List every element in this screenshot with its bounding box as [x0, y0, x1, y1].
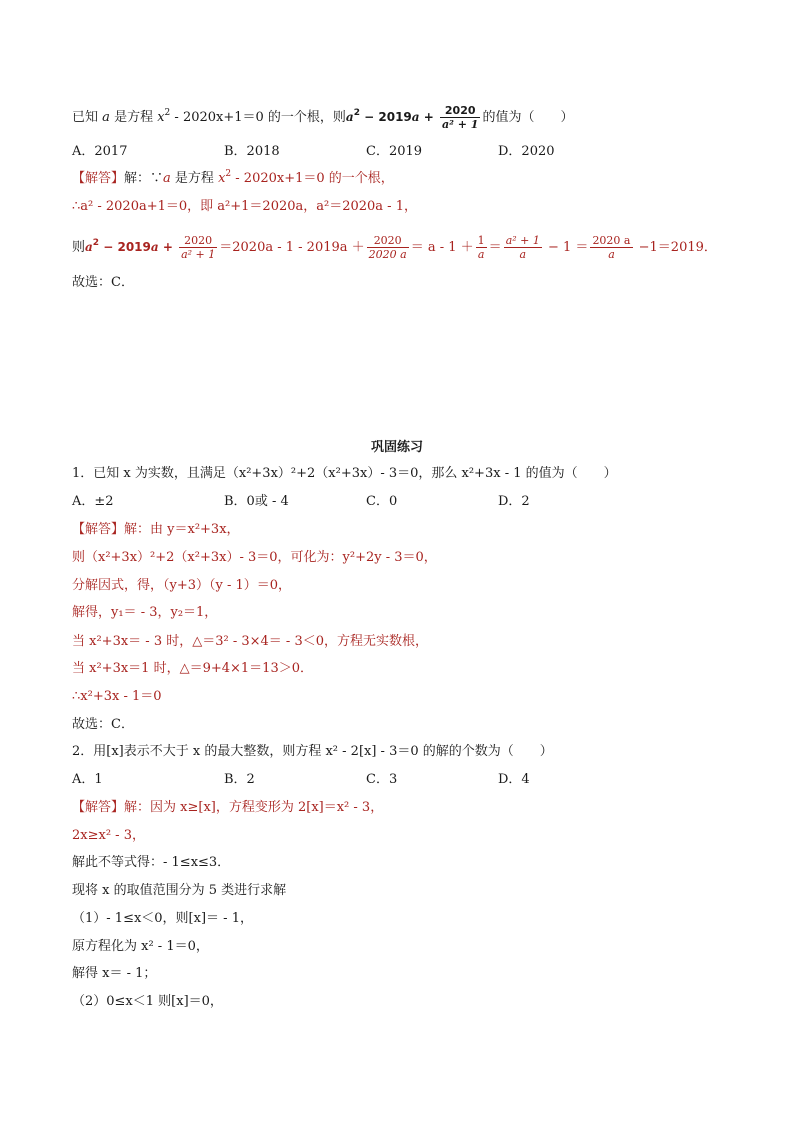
answer-tag: 【解答】: [72, 171, 125, 186]
frac-den: a² + 1: [441, 118, 479, 131]
q1-answer-line5: 当 x²+3x＝ - 3 时，△＝3² - 3×4＝ - 3＜0，方程无实数根，: [72, 634, 429, 649]
q2-option-d: D．4: [498, 772, 530, 787]
q1-answer-choice: 故选：C．: [72, 717, 134, 732]
intro-answer-line3: [72, 234, 717, 261]
answer-l1-a: a: [163, 171, 171, 186]
intro-answer-line1: [72, 170, 394, 188]
answer-l3-mid4: − 1 ＝: [543, 240, 589, 255]
answer-l1-post: - 2020x+1＝0 的一个根，: [231, 171, 394, 186]
answer-l3-mid3: ＝: [488, 240, 502, 255]
answer-frac4: [504, 234, 542, 261]
answer-tag: 【解答】: [72, 522, 125, 537]
q1-answer-line3: 分解因式，得，（y+3）（y - 1）＝0，: [72, 578, 292, 593]
q2-option-b: B．2: [224, 772, 255, 787]
answer-frac3: [476, 234, 487, 261]
intro-q-mid1: 是方程: [114, 110, 158, 125]
f5-num: 2020 a: [592, 234, 631, 247]
q2-answer-line5: （1）- 1≤x＜0，则[x]＝ - 1，: [72, 911, 253, 926]
q1-option-c: C．0: [366, 494, 398, 509]
l3-a2: a: [150, 240, 159, 254]
expr-plus: +: [419, 110, 438, 124]
answer-frac2: [367, 234, 409, 261]
q2-answer-line6: 原方程化为 x² - 1＝0，: [72, 939, 209, 954]
q2-answer-line1: [72, 799, 383, 817]
intro-answer-line2: ∴a² - 2020a+1＝0，即 a²+1＝2020a，a²＝2020a - 1，: [72, 199, 417, 214]
f2-num: 2020: [373, 234, 402, 247]
f1-den: a² + 1: [181, 248, 216, 261]
q1-option-d: D．2: [498, 494, 530, 509]
q2-answer-line3: 解此不等式得：- 1≤x≤3．: [72, 855, 231, 870]
l3-mid: − 2019: [99, 240, 151, 254]
q2-answer-line2: 2x≥x² - 3，: [72, 828, 145, 843]
intro-q-pre: 已知: [72, 110, 99, 125]
intro-q-var-x: x: [157, 110, 165, 125]
answer-l1-x: x: [218, 171, 226, 186]
answer-l3-post: −1＝2019．: [634, 240, 717, 255]
f3-num: 1: [477, 234, 485, 247]
f3-den: a: [476, 247, 487, 261]
intro-q-expression: [345, 104, 483, 131]
intro-q-mid2: - 2020x+1＝0 的一个根，则: [170, 110, 346, 125]
section-title: 巩固练习: [370, 440, 423, 455]
f2-den: 2020 a: [368, 248, 407, 261]
answer-l3-mid2: ＝ a - 1 ＋: [410, 240, 474, 255]
expr-a2: a: [411, 110, 420, 124]
f1-num: 2020: [184, 234, 213, 247]
q1-option-b: B．0或 - 4: [224, 494, 289, 509]
q2-option-c: C．3: [366, 772, 398, 787]
q1-answer-line4: 解得，y₁＝ - 3，y₂＝1，: [72, 605, 218, 620]
intro-q-var-a: a: [102, 110, 110, 125]
answer-l1-sup: 2: [225, 169, 232, 179]
q1-answer-line7: ∴x²+3x - 1＝0: [72, 689, 162, 704]
f4-num: a² + 1: [505, 234, 540, 247]
f5-den: a: [590, 247, 632, 261]
intro-option-a: A．2017: [72, 144, 128, 159]
answer-l3-mid1: ＝2020a - 1 - 2019a ＋: [219, 240, 365, 255]
answer-tag: 【解答】: [72, 800, 125, 815]
q1-stem: 1．已知 x 为实数，且满足（x²+3x）²+2（x²+3x）- 3＝0，那么 x²+3x - 1 的值为（ ）: [72, 466, 617, 481]
frac-num: 2020: [444, 104, 476, 117]
q2-stem: 2．用[x]表示不大于 x 的最大整数，则方程 x² - 2[x] - 3＝0 的解的个数为（ ）: [72, 744, 553, 759]
q2-option-a: A．1: [72, 772, 103, 787]
intro-q-sup: 2: [164, 108, 171, 118]
expr-a: a: [345, 110, 354, 124]
q2-answer-line8: （2）0≤x＜1 则[x]＝0，: [72, 994, 223, 1009]
l3-plus: +: [158, 240, 178, 254]
answer-l3-expr: [85, 240, 177, 254]
intro-option-d: D．2020: [498, 144, 555, 159]
answer-frac5: [590, 234, 632, 261]
q2-answer-line7: 解得 x＝ - 1；: [72, 966, 157, 981]
l3-a: a: [85, 240, 93, 254]
intro-answer-choice: 故选：C．: [72, 275, 134, 290]
f4-den: a: [504, 247, 542, 261]
intro-question: [72, 104, 573, 131]
intro-option-c: C．2019: [366, 144, 423, 159]
q1-option-a: A．±2: [72, 494, 114, 509]
q1-answer-line2: 则（x²+3x）²+2（x²+3x）- 3＝0，可化为：y²+2y - 3＝0，: [72, 550, 437, 565]
q1-answer-line1: [72, 521, 240, 539]
q2-line: 解：因为 x≥[x]，方程变形为 2[x]＝x² - 3，: [124, 800, 384, 815]
q1-answer-line6: 当 x²+3x＝1 时，△＝9+4×1＝13＞0．: [72, 661, 313, 676]
intro-q-post: 的值为（ ）: [482, 110, 574, 125]
answer-l1-mid: 是方程: [170, 171, 219, 186]
answer-frac1: [179, 234, 217, 261]
l3-sup: 2: [92, 238, 100, 248]
expr-mid: − 2019: [359, 110, 412, 124]
answer-l1-pre: 解：∵: [124, 171, 164, 186]
answer-l3-pre: 则: [72, 240, 86, 255]
q1-line: 解：由 y＝x²+3x，: [124, 522, 240, 537]
intro-option-b: B．2018: [224, 144, 280, 159]
q2-answer-line4: 现将 x 的取值范围分为 5 类进行求解: [72, 883, 287, 898]
expr-sup: 2: [353, 108, 360, 118]
intro-q-fraction: [440, 104, 480, 131]
